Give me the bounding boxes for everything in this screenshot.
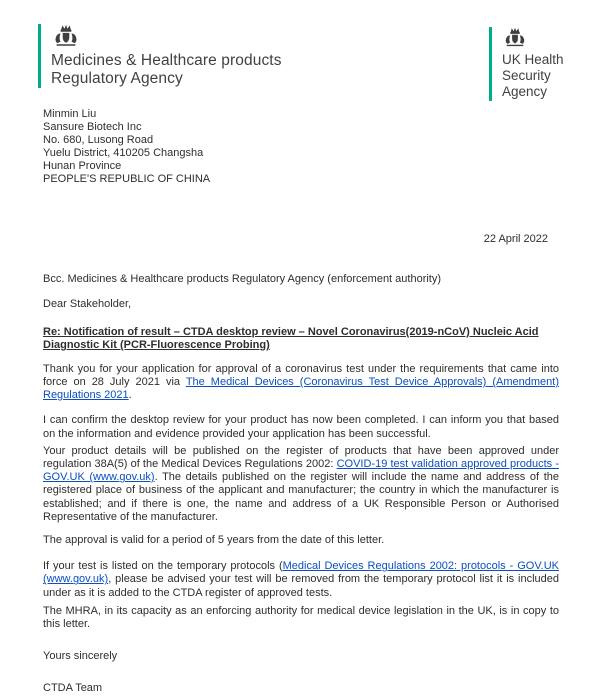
paragraph-text: Thank you for your application for approval of a coronavirus test under the requirements that came into force on 28 July 2021 via xyxy=(43,362,559,388)
hyperlink[interactable]: Medical Devices Regulations 2002: protocols - GOV.UK (www.gov.uk) xyxy=(43,560,559,586)
ukhsa-logo xyxy=(489,27,564,101)
address-line: Sansure Biotech Inc xyxy=(43,121,142,133)
address-line: PEOPLE'S REPUBLIC OF CHINA xyxy=(43,173,211,185)
body-paragraph xyxy=(43,414,559,440)
mhra-logo xyxy=(38,24,282,88)
salutation: Dear Stakeholder, xyxy=(43,298,132,311)
letter-body xyxy=(43,108,559,696)
paragraph-text: . xyxy=(128,389,132,402)
mhra-logo-line1: Medicines & Healthcare products xyxy=(51,52,282,69)
paragraph-text: The MHRA, in its capacity as an enforcing authority for medical device legislation in the UK, is in copy to this letter. xyxy=(43,604,559,631)
ukhsa-logo-line2: Security xyxy=(502,68,551,83)
ukhsa-logo-line1: UK Health xyxy=(502,52,564,67)
body-paragraph xyxy=(43,363,559,403)
address-line: No. 680, Lusong Road xyxy=(43,134,154,146)
paragraph-text: Your product details will be published on the register of products that have been approved under regulation 38A(5) of the Medical Devices Regulations 2002: xyxy=(43,444,559,471)
valediction: Yours sincerely xyxy=(43,650,118,663)
paragraph-text: , please be advised your test will be removed from the temporary protocol list it is included under as it is added to the CTDA register of approved tests. xyxy=(43,573,559,599)
bcc-line: Bcc. Medicines & Healthcare products Regulatory Agency (enforcement authority) xyxy=(43,273,442,286)
ukhsa-logo-line3: Agency xyxy=(502,84,548,99)
letter-date: 22 April 2022 xyxy=(483,233,548,245)
hyperlink[interactable]: COVID-19 test validation approved products - GOV.UK (www.gov.uk) xyxy=(43,458,559,484)
address-line: Hunan Province xyxy=(43,160,122,172)
body-paragraph xyxy=(43,560,559,600)
mhra-logo-line2: Regulatory Agency xyxy=(51,70,183,87)
hyperlink[interactable]: The Medical Devices (Coronavirus Test Device Approvals) (Amendment) Regulations 2021 xyxy=(43,376,559,402)
recipient-address xyxy=(43,108,559,186)
body-paragraph xyxy=(43,534,559,547)
body-paragraph xyxy=(43,605,559,631)
royal-coat-of-arms-icon xyxy=(502,27,528,49)
subject-line: Re: Notification of result – CTDA desktop review – Novel Coronavirus(2019-nCoV) Nucleic Acid Diagnostic Kit (PCR-Fluorescence Probing) xyxy=(43,325,539,352)
paragraph-text: . The details published on the register will include the name and address of the registered place of business of the applicant and manufacturer; the country in which the manufacturer is established; and if there is one, the name and address of a UK Responsible Person or Authorised Representative of the manufacturer. xyxy=(43,471,559,523)
signature: CTDA Team xyxy=(43,682,103,695)
royal-coat-of-arms-icon xyxy=(51,24,81,49)
paragraph-text: If your test is listed on the temporary protocols ( xyxy=(43,560,283,573)
paragraph-text: The approval is valid for a period of 5 years from the date of this letter. xyxy=(43,534,385,547)
address-line: Minmin Liu xyxy=(43,108,97,120)
paragraph-text: I can confirm the desktop review for your product has now been completed. I can inform you that based on the information and evidence provided your application has been successful. xyxy=(43,414,559,440)
body-paragraph xyxy=(43,445,559,524)
address-line: Yuelu District, 410205 Changsha xyxy=(43,147,204,159)
